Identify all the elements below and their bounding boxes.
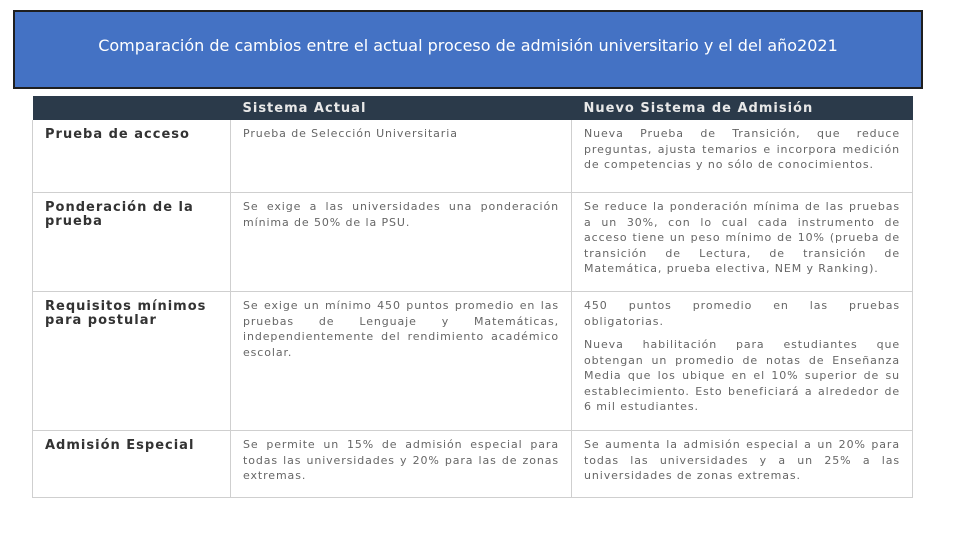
- row-label: Ponderación de la prueba: [33, 193, 231, 292]
- cell-nuevo: [572, 431, 913, 498]
- table-header-row: [33, 96, 913, 120]
- comparison-table: [32, 96, 913, 498]
- cell-actual: Se permite un 15% de admisión especial para todas las universidades y 20% para las de zonas extremas.: [231, 431, 572, 498]
- cell-paragraph: 450 puntos promedio en las pruebas obligatorias.: [584, 299, 900, 328]
- cell-actual: Se exige un mínimo 450 puntos promedio en las pruebas de Lenguaje y Matemáticas, independientemente del rendimiento académico escolar.: [231, 292, 572, 431]
- page-title: Comparación de cambios entre el actual proceso de admisión universitario y el del año2021: [98, 36, 838, 55]
- cell-paragraph: Se aumenta la admisión especial a un 20% para todas las universidades y a un 25% a las universidades de zonas extremas.: [584, 438, 900, 482]
- cell-paragraph: Nueva Prueba de Transición, que reduce preguntas, ajusta temarios e incorpora medición de competencias y no sólo de conocimientos.: [584, 127, 900, 171]
- table-row: [33, 193, 913, 292]
- cell-nuevo: [572, 193, 913, 292]
- row-label: Requisitos mínimos para postular: [33, 292, 231, 431]
- cell-nuevo: [572, 292, 913, 431]
- header-sistema-actual: Sistema Actual: [231, 96, 572, 120]
- cell-actual: Prueba de Selección Universitaria: [231, 120, 572, 193]
- title-banner: [13, 10, 923, 89]
- table-row: [33, 120, 913, 193]
- cell-paragraph: Se reduce la ponderación mínima de las pruebas a un 30%, con lo cual cada instrumento de acceso tiene un peso mínimo de 10% (prueba de transición de Lectura, de transición de Matemática, prueba electiva, NEM y Ranking).: [584, 200, 900, 275]
- cell-paragraph: Nueva habilitación para estudiantes que obtengan un promedio de notas de Enseñanza Media que los ubique en el 10% superior de su establecimiento. Esto beneficiará a alrededor de 6 mil estudiantes.: [584, 338, 900, 413]
- header-nuevo-sistema: Nuevo Sistema de Admisión: [572, 96, 913, 120]
- cell-actual: Se exige a las universidades una ponderación mínima de 50% de la PSU.: [231, 193, 572, 292]
- row-label: Prueba de acceso: [33, 120, 231, 193]
- row-label: Admisión Especial: [33, 431, 231, 498]
- header-blank-cell: [33, 96, 231, 120]
- table-row: [33, 431, 913, 498]
- table-row: [33, 292, 913, 431]
- cell-nuevo: [572, 120, 913, 193]
